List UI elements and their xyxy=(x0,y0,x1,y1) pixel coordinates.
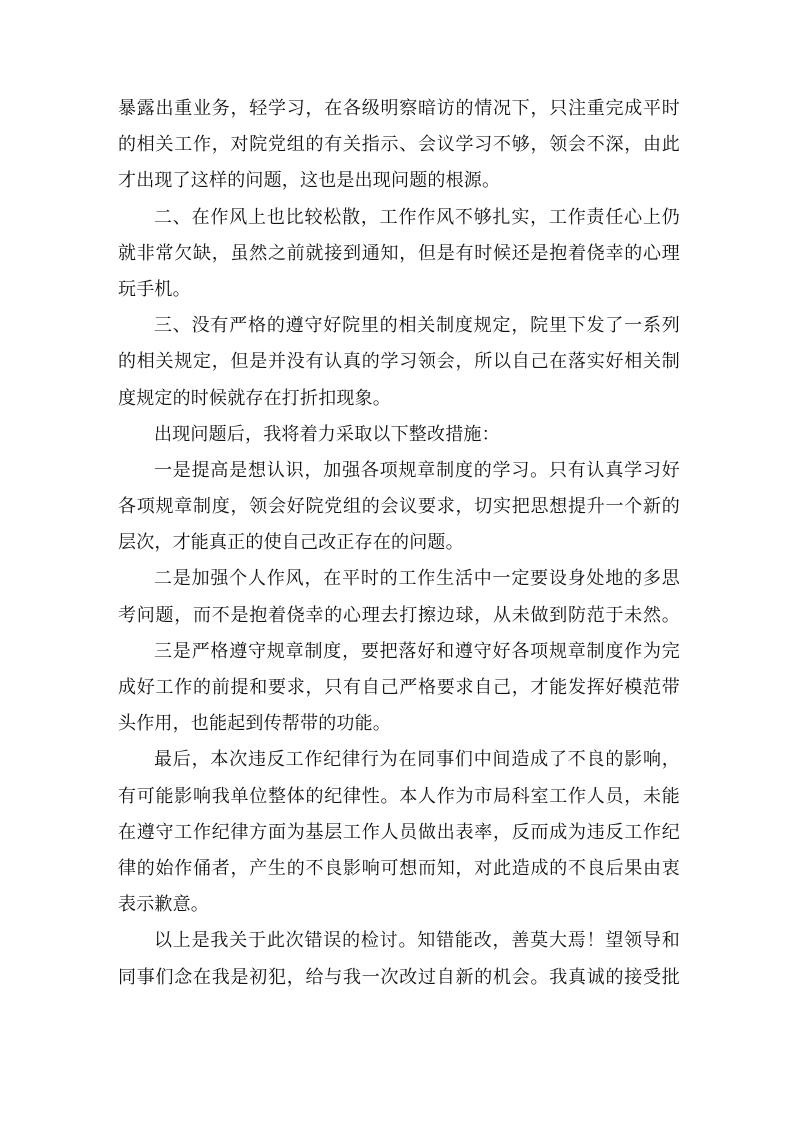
text-line: 律的始作俑者，产生的不良影响可想而知，对此造成的不良后果由衷 xyxy=(118,857,680,879)
text-line: 的相关规定，但是并没有认真的学习领会，所以自己在落实好相关制 xyxy=(118,351,680,373)
text-line: 成好工作的前提和要求，只有自己严格要求自己，才能发挥好模范带 xyxy=(118,677,680,698)
document-body xyxy=(118,91,680,996)
text-line: 二、在作风上也比较松散，工作作风不够扎实，工作责任心上仍 xyxy=(154,206,680,228)
text-line: 度规定的时候就存在打折扣现象。 xyxy=(118,387,391,409)
text-line: 表示歉意。 xyxy=(118,894,209,916)
text-line: 二是加强个人作风，在平时的工作生活中一定要设身处地的多思 xyxy=(154,568,680,590)
text-line: 层次，才能真正的使自己改正存在的问题。 xyxy=(118,532,464,554)
text-line: 三、没有严格的遵守好院里的相关制度规定，院里下发了一系列 xyxy=(154,315,680,337)
text-line: 玩手机。 xyxy=(118,278,191,300)
text-line: 出现问题后，我将着力采取以下整改措施： xyxy=(154,423,500,445)
text-line: 以上是我关于此次错误的检讨。知错能改，善莫大焉！望领导和 xyxy=(154,930,680,952)
text-line: 才出现了这样的问题，这也是出现问题的根源。 xyxy=(118,170,501,192)
text-line: 同事们念在我是初犯，给与我一次改过自新的机会。我真诚的接受批 xyxy=(118,966,680,988)
text-line: 在遵守工作纪律方面为基层工作人员做出表率，反而成为违反工作纪 xyxy=(118,821,680,843)
text-line: 三是严格遵守规章制度，要把落好和遵守好各项规章制度作为完 xyxy=(154,640,680,662)
text-line: 头作用，也能起到传帮带的功能。 xyxy=(118,713,391,735)
text-line: 暴露出重业务，轻学习，在各级明察暗访的情况下，只注重完成平时 xyxy=(118,98,680,119)
text-line: 一是提高是想认识，加强各项规章制度的学习。只有认真学习好 xyxy=(154,459,680,481)
text-line: 的相关工作，对院党组的有关指示、会议学习不够，领会不深，由此 xyxy=(118,134,680,156)
text-line: 有可能影响我单位整体的纪律性。本人作为市局科室工作人员，未能 xyxy=(118,785,680,807)
text-line: 最后，本次违反工作纪律行为在同事们中间造成了不良的影响， xyxy=(154,749,680,771)
text-line: 就非常欠缺，虽然之前就接到通知，但是有时候还是抱着侥幸的心理 xyxy=(118,242,680,264)
text-line: 各项规章制度，领会好院党组的会议要求，切实把思想提升一个新的 xyxy=(118,496,680,518)
text-line: 考问题，而不是抱着侥幸的心理去打擦边球，从未做到防范于未然。 xyxy=(118,604,680,626)
